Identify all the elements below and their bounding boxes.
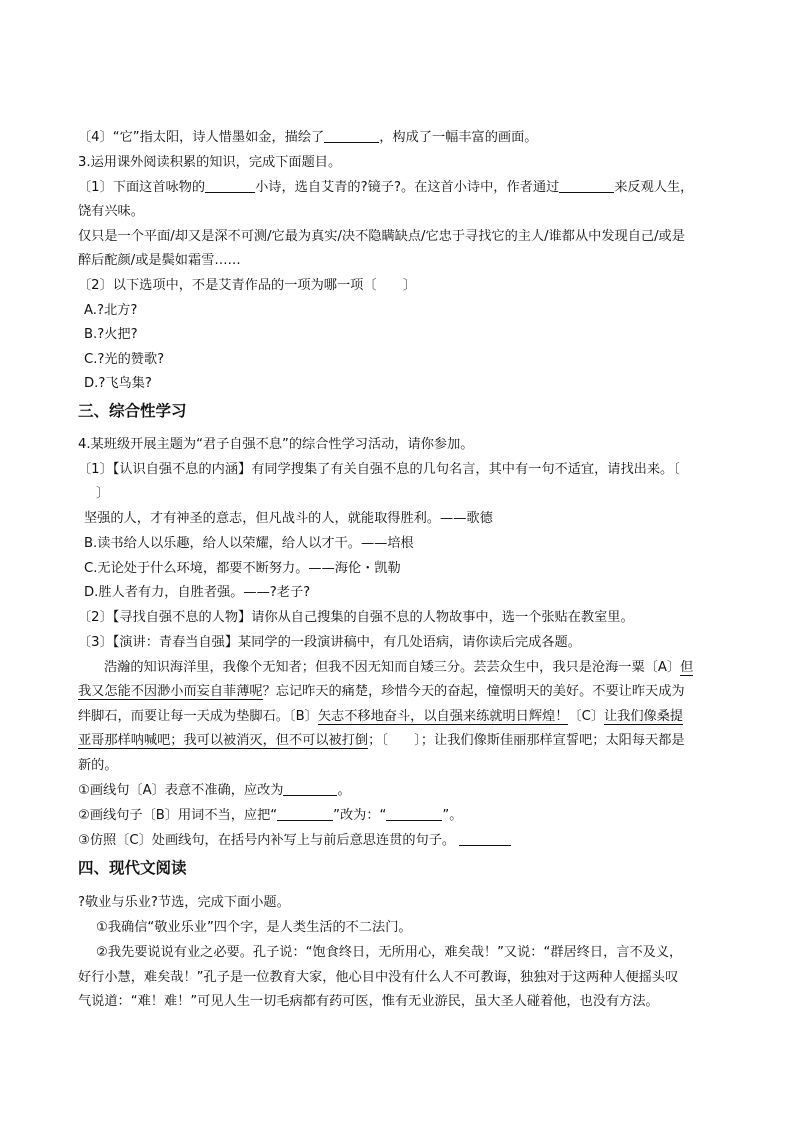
sub-question-2: ②画线句子〔B〕用词不当，应把“ ”改为：“ ”。 <box>78 808 463 823</box>
underlined-sentence-b: 矢志不移地奋斗，以自强来练就明日辉煌！ <box>317 709 569 724</box>
underlined-sentence-a: 但 <box>680 660 694 675</box>
speech-line: 亚哥那样呐喊吧；我可以被消灭，但不可以被打倒；〔 〕；让我们像斯佳丽那样宣誓吧；太阳每天都是 <box>78 733 685 748</box>
speech-line: 我又怎能不因渺小而妄自菲薄呢？忘记昨天的痛楚，珍惜今天的奋起，憧憬明天的美好。不要让昨天成为 <box>78 684 685 699</box>
section-3-heading: 三、综合性学习 <box>78 402 187 420</box>
answer-blank[interactable] <box>205 178 255 193</box>
reading-paragraph-2-cont: 气说道：“难！难！”可见人生一切毛病都有药可医，惟有无业游民，虽大圣人碰着他，也没有方法。 <box>78 994 659 1009</box>
question-3-2: 〔2〕以下选项中，不是艾青作品的一项为哪一项〔 〕 <box>78 278 417 293</box>
question-4-2: 〔2〕【寻找自强不息的人物】请你从自己搜集的自强不息的人物故事中，选一个张贴在教室里。 <box>78 610 634 625</box>
sub-question-1: ①画线句〔A〕表意不准确，应改为 。 <box>78 783 351 798</box>
option-c: C.无论处于什么环境，都要不断努力。——海伦・凯勒 <box>84 561 401 576</box>
reading-intro: ?敬业与乐业?节选，完成下面小题。 <box>78 895 290 910</box>
poem-line: 醉后酡颜/或是鬓如霜雪…… <box>78 253 241 268</box>
speech-line: 新的。 <box>78 758 118 773</box>
reading-paragraph-2-cont: 好行小慧，难矣哉！”孔子是一位教育大家，他心目中没有什么人不可教诲，独独对于这两种人便摇头叹 <box>78 970 679 985</box>
answer-blank[interactable] <box>386 806 442 821</box>
answer-blank[interactable] <box>459 831 511 846</box>
option-d: D.胜人者有力，自胜者强。——?老子? <box>84 585 311 600</box>
speech-line: 绊脚石，而要让每一天成为垫脚石。〔B〕矢志不移地奋斗，以自强来练就明日辉煌！〔C〕让我们像桑提 <box>78 709 684 724</box>
question-3-stem: 3.运用课外阅读积累的知识，完成下面题目。 <box>78 155 342 170</box>
question-2-4: 〔4〕“它”指太阳，诗人惜墨如金，描绘了 ，构成了一幅丰富的画面。 <box>78 130 538 145</box>
option-d: D.?飞鸟集? <box>84 376 152 391</box>
poem-line: 仅只是一个平面/却又是深不可测/它最为真实/决不隐瞒缺点/它忠于寻找它的主人/谁都从中发现自己/或是 <box>78 229 685 244</box>
question-3-1: 〔1〕下面这首咏物的 小诗，选自艾青的?镜子?。在这首小诗中，作者通过 来反观人生， <box>78 180 694 195</box>
section-4-heading: 四、现代文阅读 <box>78 859 187 877</box>
answer-blank[interactable] <box>559 178 614 193</box>
option-a: A.?北方? <box>84 303 138 318</box>
option-b: B.读书给人以乐趣，给人以荣耀，给人以才干。——培根 <box>84 536 414 551</box>
question-4-3: 〔3〕【演讲：青春当自强】某同学的一段演讲稿中，有几处语病，请你读后完成各题。 <box>78 635 581 650</box>
option-a: 坚强的人，才有神圣的意志，但凡战斗的人，就能取得胜利。——歌德 <box>84 511 493 526</box>
reading-paragraph-2: ②我先要说说有业之必要。孔子说：“饱食终日，无所用心，难矣哉！”又说：“群居终日，言不及义， <box>96 945 683 960</box>
underlined-sentence-c: 让我们像桑提 <box>603 709 684 724</box>
sub-question-3: ③仿照〔C〕处画线句，在括号内补写上与前后意思连贯的句子。 <box>78 830 511 852</box>
question-4-1: 〔1〕【认识自强不息的内涵】有同学搜集了有关自强不息的几句名言，其中有一句不适宜，请找出来。〔 <box>78 462 680 477</box>
answer-blank[interactable] <box>324 128 379 143</box>
question-4-1-cont: 〕 <box>96 486 110 501</box>
question-3-1-cont: 饶有兴味。 <box>78 204 144 219</box>
underlined-sentence-a: 我又怎能不因渺小而妄自菲薄呢 <box>78 684 263 699</box>
option-c: C.?光的赞歌? <box>84 352 165 367</box>
answer-blank[interactable] <box>283 781 337 796</box>
question-4-stem: 4.某班级开展主题为“君子自强不息”的综合性学习活动，请你参加。 <box>78 437 474 452</box>
speech-line: 浩瀚的知识海洋里，我像个无知者；但我不因无知而自矮三分。芸芸众生中，我只是沧海一粟〔A〕但 <box>104 660 694 675</box>
answer-blank[interactable] <box>277 806 333 821</box>
reading-paragraph-1: ①我确信“敬业乐业”四个字，是人类生活的不二法门。 <box>96 920 412 935</box>
underlined-sentence-c: 亚哥那样呐喊吧；我可以被消灭，但不可以被打倒 <box>78 733 369 748</box>
option-b: B.?火把? <box>84 327 138 342</box>
